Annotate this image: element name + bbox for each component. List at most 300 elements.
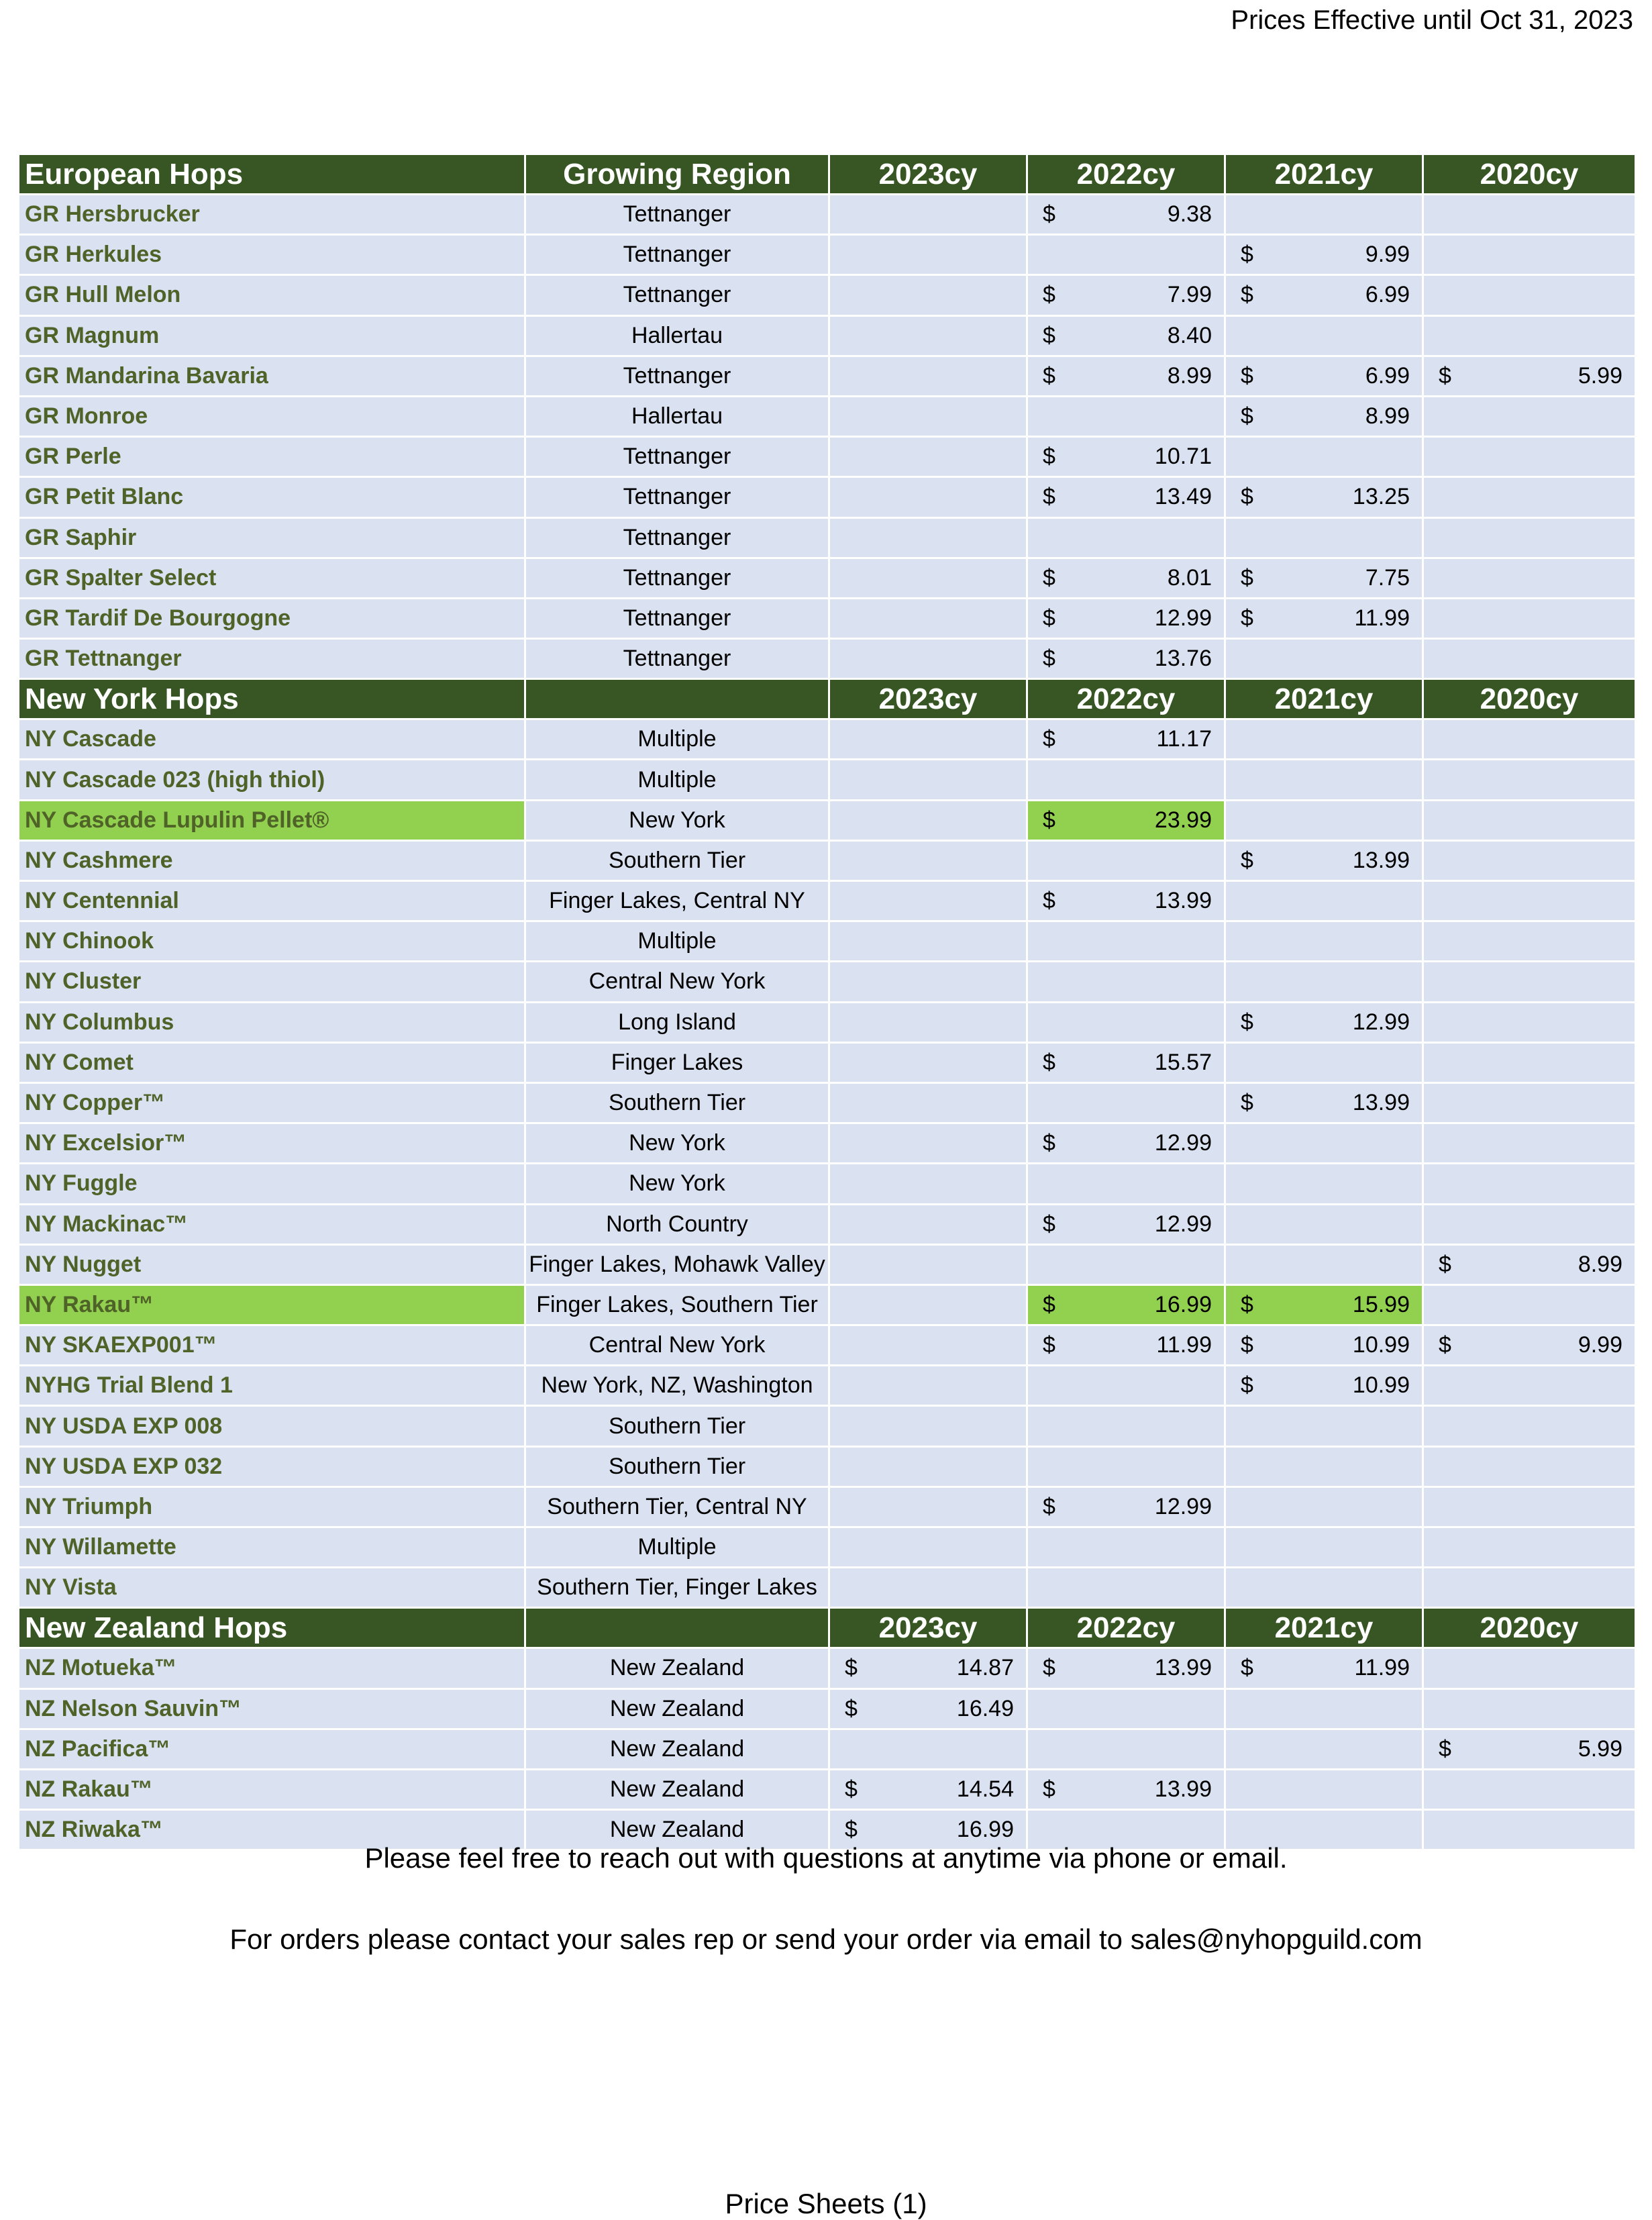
price-value: [1028, 1130, 1224, 1156]
table-row: [19, 558, 1636, 598]
price-cell: [829, 1325, 1027, 1366]
table-row: [19, 1204, 1636, 1244]
growing-region: Multiple: [525, 719, 829, 760]
table-row: [19, 719, 1636, 760]
price-cell: [1027, 1204, 1225, 1244]
table-row: [19, 1568, 1636, 1608]
price-cell: [1423, 800, 1636, 840]
price-amount: 8.01: [1167, 564, 1212, 591]
table-row: [19, 1082, 1636, 1123]
price-cell: [1027, 760, 1225, 800]
table-row: [19, 840, 1636, 880]
currency-symbol: $: [1043, 646, 1055, 672]
table-row: [19, 356, 1636, 396]
growing-region: Tettnanger: [525, 235, 829, 275]
price-value: [1028, 282, 1224, 308]
price-value: [1028, 646, 1224, 672]
currency-symbol: $: [1241, 282, 1253, 308]
table-row: [19, 1406, 1636, 1446]
growing-region: Tettnanger: [525, 517, 829, 558]
currency-symbol: $: [845, 1776, 858, 1803]
hop-name: GR Hersbrucker: [19, 195, 525, 235]
hop-name: NY Nugget: [19, 1244, 525, 1284]
hop-name: NY Fuggle: [19, 1164, 525, 1204]
growing-region: Southern Tier: [525, 1446, 829, 1486]
price-amount: 9.38: [1167, 201, 1212, 228]
currency-symbol: $: [1043, 1776, 1055, 1803]
price-cell: [1423, 235, 1636, 275]
price-value: [1424, 1332, 1635, 1358]
hop-name: GR Hull Melon: [19, 275, 525, 315]
price-cell: [1027, 1688, 1225, 1729]
hop-name: GR Mandarina Bavaria: [19, 356, 525, 396]
price-cell: [1027, 315, 1225, 356]
region-column-header: Growing Region: [525, 154, 829, 195]
currency-symbol: $: [1043, 1211, 1055, 1237]
table-row: [19, 275, 1636, 315]
price-value: [1226, 1009, 1422, 1036]
price-cell: [1423, 195, 1636, 235]
table-row: [19, 1164, 1636, 1204]
price-cell: [1225, 1406, 1423, 1446]
price-cell: [829, 195, 1027, 235]
region-column-header: [525, 679, 829, 719]
hop-name: NY Chinook: [19, 921, 525, 962]
price-value: [1028, 888, 1224, 914]
currency-symbol: $: [1043, 726, 1055, 752]
price-value: [1226, 565, 1422, 591]
price-cell: [1423, 921, 1636, 962]
currency-symbol: $: [1241, 1332, 1253, 1358]
price-cell: [1423, 1002, 1636, 1042]
currency-symbol: $: [1241, 1291, 1253, 1317]
price-value: [1028, 726, 1224, 752]
hop-name: NZ Pacifica™: [19, 1729, 525, 1769]
price-cell: [829, 760, 1027, 800]
price-cell: [829, 1648, 1027, 1688]
price-value: [1226, 242, 1422, 268]
table-row: [19, 1648, 1636, 1688]
price-cell: [1225, 840, 1423, 880]
price-cell: [1225, 639, 1423, 679]
table-row: [19, 1729, 1636, 1769]
growing-region: Southern Tier: [525, 1082, 829, 1123]
hop-name: NY Columbus: [19, 1002, 525, 1042]
growing-region: Finger Lakes, Central NY: [525, 881, 829, 921]
table-row: [19, 598, 1636, 638]
price-cell: [1423, 1284, 1636, 1325]
growing-region: Hallertau: [525, 396, 829, 436]
price-value: [1424, 363, 1635, 389]
year-column-header: 2021cy: [1225, 679, 1423, 719]
price-cell: [1027, 598, 1225, 638]
price-cell: [829, 275, 1027, 315]
price-value: [1028, 1211, 1224, 1238]
price-cell: [829, 1527, 1027, 1568]
section-title: New York Hops: [19, 679, 525, 719]
currency-symbol: $: [1241, 605, 1253, 631]
price-value: [830, 1776, 1026, 1803]
hop-name: NY Excelsior™: [19, 1123, 525, 1164]
table-row: [19, 1446, 1636, 1486]
price-amount: 5.99: [1578, 1735, 1622, 1762]
price-cell: [1027, 881, 1225, 921]
growing-region: New Zealand: [525, 1810, 829, 1850]
table-row: [19, 1486, 1636, 1527]
price-cell: [829, 356, 1027, 396]
price-cell: [1423, 477, 1636, 517]
price-cell: [1423, 881, 1636, 921]
growing-region: New York: [525, 1123, 829, 1164]
price-cell: [1027, 396, 1225, 436]
price-amount: 11.17: [1156, 726, 1212, 752]
price-cell: [1225, 1204, 1423, 1244]
hop-name: NY Cascade Lupulin Pellet®: [19, 800, 525, 840]
price-value: [1028, 807, 1224, 834]
price-cell: [1027, 356, 1225, 396]
price-cell: [1423, 517, 1636, 558]
price-cell: [1423, 1769, 1636, 1809]
price-cell: [1027, 719, 1225, 760]
price-cell: [1225, 1486, 1423, 1527]
price-value: [1226, 605, 1422, 632]
price-value: [1028, 605, 1224, 632]
price-cell: [1423, 1486, 1636, 1527]
currency-symbol: $: [1439, 362, 1451, 389]
price-value: [1226, 363, 1422, 389]
price-value: [1424, 1736, 1635, 1762]
table-row: [19, 517, 1636, 558]
price-cell: [1225, 1244, 1423, 1284]
table-row: [19, 315, 1636, 356]
growing-region: New Zealand: [525, 1769, 829, 1809]
currency-symbol: $: [1043, 282, 1055, 308]
year-column-header: 2020cy: [1423, 679, 1636, 719]
price-cell: [829, 639, 1027, 679]
currency-symbol: $: [1241, 484, 1253, 510]
table-row: [19, 1527, 1636, 1568]
price-cell: [1027, 195, 1225, 235]
growing-region: New Zealand: [525, 1688, 829, 1729]
price-cell: [1423, 1204, 1636, 1244]
price-amount: 13.99: [1154, 1776, 1212, 1803]
price-value: [830, 1817, 1026, 1843]
growing-region: Finger Lakes: [525, 1042, 829, 1082]
table-row: [19, 1366, 1636, 1406]
price-cell: [1225, 195, 1423, 235]
growing-region: New Zealand: [525, 1729, 829, 1769]
year-column-header: 2022cy: [1027, 679, 1225, 719]
growing-region: New Zealand: [525, 1648, 829, 1688]
price-cell: [1423, 760, 1636, 800]
growing-region: Multiple: [525, 1527, 829, 1568]
hop-name: GR Magnum: [19, 315, 525, 356]
table-row: [19, 800, 1636, 840]
price-cell: [1423, 396, 1636, 436]
price-cell: [1027, 1527, 1225, 1568]
growing-region: Tettnanger: [525, 195, 829, 235]
table-row: [19, 1002, 1636, 1042]
table-row: [19, 437, 1636, 477]
price-value: [1028, 323, 1224, 349]
price-cell: [1423, 840, 1636, 880]
currency-symbol: $: [1043, 1493, 1055, 1519]
price-amount: 6.99: [1365, 282, 1410, 308]
price-value: [1028, 201, 1224, 228]
price-cell: [829, 1568, 1027, 1608]
price-cell: [1423, 558, 1636, 598]
price-cell: [829, 1729, 1027, 1769]
price-cell: [1423, 962, 1636, 1002]
price-cell: [1027, 639, 1225, 679]
price-cell: [1225, 1123, 1423, 1164]
currency-symbol: $: [1043, 1332, 1055, 1358]
currency-symbol: $: [1043, 1655, 1055, 1681]
growing-region: New York: [525, 1164, 829, 1204]
hop-name: GR Perle: [19, 437, 525, 477]
region-column-header: [525, 1608, 829, 1648]
hop-name: NY Comet: [19, 1042, 525, 1082]
table-row: [19, 396, 1636, 436]
price-amount: 8.40: [1167, 322, 1212, 348]
price-value: [1028, 444, 1224, 470]
currency-symbol: $: [1439, 1735, 1451, 1762]
price-amount: 5.99: [1578, 362, 1622, 389]
year-column-header: 2023cy: [829, 154, 1027, 195]
price-cell: [829, 1123, 1027, 1164]
price-cell: [829, 1284, 1027, 1325]
currency-symbol: $: [1043, 362, 1055, 389]
price-value: [1226, 1292, 1422, 1318]
price-value: [1226, 282, 1422, 308]
price-amount: 12.99: [1154, 1493, 1212, 1519]
hop-name: NZ Rakau™: [19, 1769, 525, 1809]
hop-name: NZ Motueka™: [19, 1648, 525, 1688]
price-cell: [1225, 275, 1423, 315]
currency-symbol: $: [845, 1817, 858, 1843]
price-cell: [1423, 719, 1636, 760]
price-cell: [1225, 235, 1423, 275]
price-cell: [1225, 1284, 1423, 1325]
price-value: [1028, 1655, 1224, 1681]
price-value: [1028, 1332, 1224, 1358]
price-cell: [1225, 396, 1423, 436]
year-column-header: 2022cy: [1027, 154, 1225, 195]
price-cell: [1225, 1042, 1423, 1082]
price-amount: 8.99: [1365, 403, 1410, 430]
order-note: For orders please contact your sales rep or send your order via email to sales@nyhopguild.com: [229, 1923, 1423, 1955]
growing-region: Tettnanger: [525, 558, 829, 598]
price-amount: 10.99: [1352, 1332, 1410, 1358]
price-cell: [1423, 1648, 1636, 1688]
price-cell: [1225, 760, 1423, 800]
price-cell: [1027, 1244, 1225, 1284]
price-cell: [1027, 1123, 1225, 1164]
year-column-header: 2021cy: [1225, 1608, 1423, 1648]
price-cell: [829, 477, 1027, 517]
price-cell: [1225, 315, 1423, 356]
currency-symbol: $: [845, 1655, 858, 1681]
price-cell: [1225, 1729, 1423, 1769]
price-value: [1028, 1776, 1224, 1803]
price-cell: [1027, 1366, 1225, 1406]
growing-region: Hallertau: [525, 315, 829, 356]
price-cell: [1027, 1486, 1225, 1527]
table-row: [19, 1284, 1636, 1325]
hop-name: GR Saphir: [19, 517, 525, 558]
currency-symbol: $: [1241, 847, 1253, 873]
price-cell: [829, 840, 1027, 880]
growing-region: Tettnanger: [525, 477, 829, 517]
price-amount: 12.99: [1154, 1211, 1212, 1237]
price-cell: [1027, 1446, 1225, 1486]
price-cell: [829, 1688, 1027, 1729]
price-amount: 7.99: [1167, 282, 1212, 308]
currency-symbol: $: [1043, 444, 1055, 470]
table-row: [19, 639, 1636, 679]
price-cell: [1027, 1042, 1225, 1082]
price-amount: 13.99: [1154, 1655, 1212, 1681]
price-value: [1028, 1494, 1224, 1520]
price-cell: [1423, 1366, 1636, 1406]
currency-symbol: $: [1439, 1251, 1451, 1277]
price-cell: [1027, 1164, 1225, 1204]
price-cell: [1423, 1042, 1636, 1082]
price-amount: 8.99: [1578, 1251, 1622, 1277]
currency-symbol: $: [1043, 201, 1055, 228]
year-column-header: 2023cy: [829, 679, 1027, 719]
price-amount: 12.99: [1352, 1009, 1410, 1035]
price-cell: [1027, 1406, 1225, 1446]
price-cell: [829, 558, 1027, 598]
price-cell: [1027, 1325, 1225, 1366]
price-value: [1226, 1332, 1422, 1358]
price-cell: [1027, 1769, 1225, 1809]
growing-region: Southern Tier, Central NY: [525, 1486, 829, 1527]
price-value: [1028, 1050, 1224, 1076]
hop-name: NY Vista: [19, 1568, 525, 1608]
table-row: [19, 1688, 1636, 1729]
price-cell: [829, 1204, 1027, 1244]
price-amount: 13.76: [1154, 646, 1212, 672]
price-cell: [1027, 1002, 1225, 1042]
price-cell: [829, 1002, 1027, 1042]
table-row: [19, 195, 1636, 235]
price-cell: [829, 1164, 1027, 1204]
growing-region: Tettnanger: [525, 437, 829, 477]
price-cell: [1027, 275, 1225, 315]
price-amount: 12.99: [1154, 605, 1212, 631]
price-cell: [1027, 235, 1225, 275]
currency-symbol: $: [1043, 564, 1055, 591]
page-footer: Price Sheets (1): [725, 2188, 927, 2219]
price-value: [1424, 1252, 1635, 1278]
table-row: [19, 921, 1636, 962]
currency-symbol: $: [845, 1695, 858, 1721]
price-cell: [1027, 558, 1225, 598]
price-cell: [829, 235, 1027, 275]
price-cell: [829, 437, 1027, 477]
growing-region: Finger Lakes, Mohawk Valley: [525, 1244, 829, 1284]
price-cell: [1225, 437, 1423, 477]
price-amount: 16.99: [956, 1817, 1014, 1843]
table-row: [19, 477, 1636, 517]
growing-region: Long Island: [525, 1002, 829, 1042]
hop-name: NY Willamette: [19, 1527, 525, 1568]
table-row: [19, 1769, 1636, 1809]
price-value: [1028, 484, 1224, 510]
price-cell: [1423, 639, 1636, 679]
currency-symbol: $: [1439, 1332, 1451, 1358]
growing-region: Multiple: [525, 760, 829, 800]
price-amount: 15.99: [1352, 1291, 1410, 1317]
price-amount: 11.99: [1354, 1655, 1410, 1681]
price-cell: [1027, 840, 1225, 880]
price-cell: [1225, 1325, 1423, 1366]
price-cell: [829, 1366, 1027, 1406]
price-value: [1226, 484, 1422, 510]
section-header-row: [19, 679, 1636, 719]
hop-name: GR Tettnanger: [19, 639, 525, 679]
price-cell: [1423, 315, 1636, 356]
price-value: [1226, 1655, 1422, 1681]
price-amount: 6.99: [1365, 362, 1410, 389]
hop-name: GR Herkules: [19, 235, 525, 275]
price-cell: [1225, 1648, 1423, 1688]
currency-symbol: $: [1241, 1655, 1253, 1681]
growing-region: Tettnanger: [525, 356, 829, 396]
price-cell: [1027, 1729, 1225, 1769]
hop-name: NYHG Trial Blend 1: [19, 1366, 525, 1406]
hop-name: GR Tardif De Bourgogne: [19, 598, 525, 638]
price-cell: [1423, 598, 1636, 638]
price-cell: [829, 598, 1027, 638]
table-row: [19, 881, 1636, 921]
currency-symbol: $: [1241, 1090, 1253, 1116]
table-row: [19, 1042, 1636, 1082]
price-cell: [829, 1769, 1027, 1809]
price-cell: [1225, 1446, 1423, 1486]
hop-name: NY SKAEXP001™: [19, 1325, 525, 1366]
price-amount: 13.99: [1352, 847, 1410, 873]
price-cell: [829, 719, 1027, 760]
price-amount: 9.99: [1578, 1332, 1622, 1358]
table-row: [19, 1123, 1636, 1164]
currency-symbol: $: [1241, 1009, 1253, 1035]
price-cell: [1423, 1446, 1636, 1486]
price-cell: [829, 1082, 1027, 1123]
hop-name: NY USDA EXP 032: [19, 1446, 525, 1486]
price-value: [1028, 1292, 1224, 1318]
price-amount: 11.99: [1156, 1332, 1212, 1358]
currency-symbol: $: [1043, 1291, 1055, 1317]
year-column-header: 2020cy: [1423, 1608, 1636, 1648]
table-row: [19, 235, 1636, 275]
price-cell: [1423, 1568, 1636, 1608]
price-cell: [1423, 356, 1636, 396]
price-amount: 13.49: [1154, 484, 1212, 510]
price-amount: 11.99: [1354, 605, 1410, 631]
price-amount: 13.99: [1352, 1090, 1410, 1116]
price-value: [830, 1696, 1026, 1722]
contact-note: Please feel free to reach out with questions at anytime via phone or email.: [364, 1842, 1288, 1874]
price-cell: [1225, 1002, 1423, 1042]
price-value: [830, 1655, 1026, 1681]
hop-name: NY Rakau™: [19, 1284, 525, 1325]
currency-symbol: $: [1241, 242, 1253, 268]
currency-symbol: $: [1043, 322, 1055, 348]
year-column-header: 2020cy: [1423, 154, 1636, 195]
